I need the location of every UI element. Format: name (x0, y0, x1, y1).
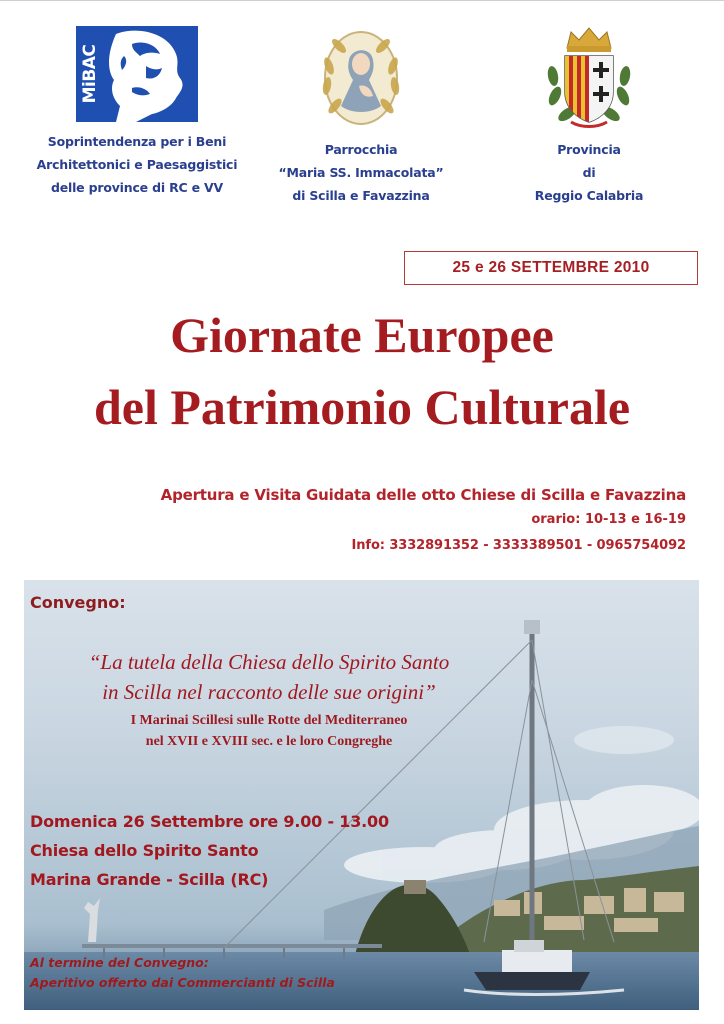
parish-logo (319, 26, 403, 130)
coat-of-arms-icon (541, 26, 637, 130)
caption-line: Parrocchia (324, 142, 398, 157)
top-border (0, 0, 724, 1)
opening-hours-line: orario: 10-13 e 16-19 (531, 512, 686, 527)
caption-line: Soprintendenza per i Beni (47, 134, 227, 149)
caption-line: delle province di RC e VV (50, 180, 223, 195)
province-logo-block (474, 26, 704, 207)
event-venue: Chiesa dello Spirito Santo (30, 841, 259, 860)
scilla-harbor-photo (24, 580, 699, 1010)
parish-logo-block (246, 26, 476, 207)
contact-phones-line: Info: 3332891352 - 3333389501 - 0965754092 (351, 538, 686, 553)
caption-line: Reggio Calabria (534, 188, 644, 203)
mibac-logo-block (22, 26, 252, 199)
caption-line: di Scilla e Favazzina (292, 188, 430, 203)
convegno-title-line-2: in Scilla nel racconto delle sue origini” (102, 680, 436, 704)
event-datetime: Domenica 26 Settembre ore 9.00 - 13.00 (30, 812, 389, 831)
mibac-logo (76, 26, 198, 122)
event-location: Marina Grande - Scilla (RC) (30, 870, 269, 889)
caption-line: Architettonici e Paesaggistici (36, 157, 238, 172)
footer-note-line-2: Aperitivo offerto dai Commercianti di Scilla (30, 975, 335, 990)
mibac-caption (22, 130, 252, 199)
mibac-logo-text: MiBAC (80, 44, 100, 104)
visit-info-line: Apertura e Visita Guidata delle otto Chiese di Scilla e Favazzina (160, 486, 686, 504)
convegno-photo-panel (24, 580, 699, 1010)
province-logo (541, 26, 637, 130)
caption-line: “Maria SS. Immacolata” (278, 165, 444, 180)
province-caption (474, 138, 704, 207)
footer-note-line-1: Al termine del Convegno: (30, 955, 209, 970)
convegno-title-line-1: “La tutela della Chiesa dello Spirito Santo (88, 650, 450, 674)
main-title-line-2: del Patrimonio Culturale (93, 379, 631, 435)
main-title-line-1: Giornate Europee (170, 307, 554, 363)
convegno-label: Convegno: (30, 593, 126, 612)
convegno-subtitle-line-1: I Marinai Scillesi sulle Rotte del Mediterraneo (130, 713, 408, 728)
caption-line: di (582, 165, 596, 180)
event-date-box: 25 e 26 SETTEMBRE 2010 (404, 251, 698, 285)
caption-line: Provincia (557, 142, 621, 157)
madonna-emblem-icon (319, 26, 403, 130)
convegno-subtitle-line-2: nel XVII e XVIII sec. e le loro Congreghe (145, 734, 393, 749)
parish-caption (246, 138, 476, 207)
